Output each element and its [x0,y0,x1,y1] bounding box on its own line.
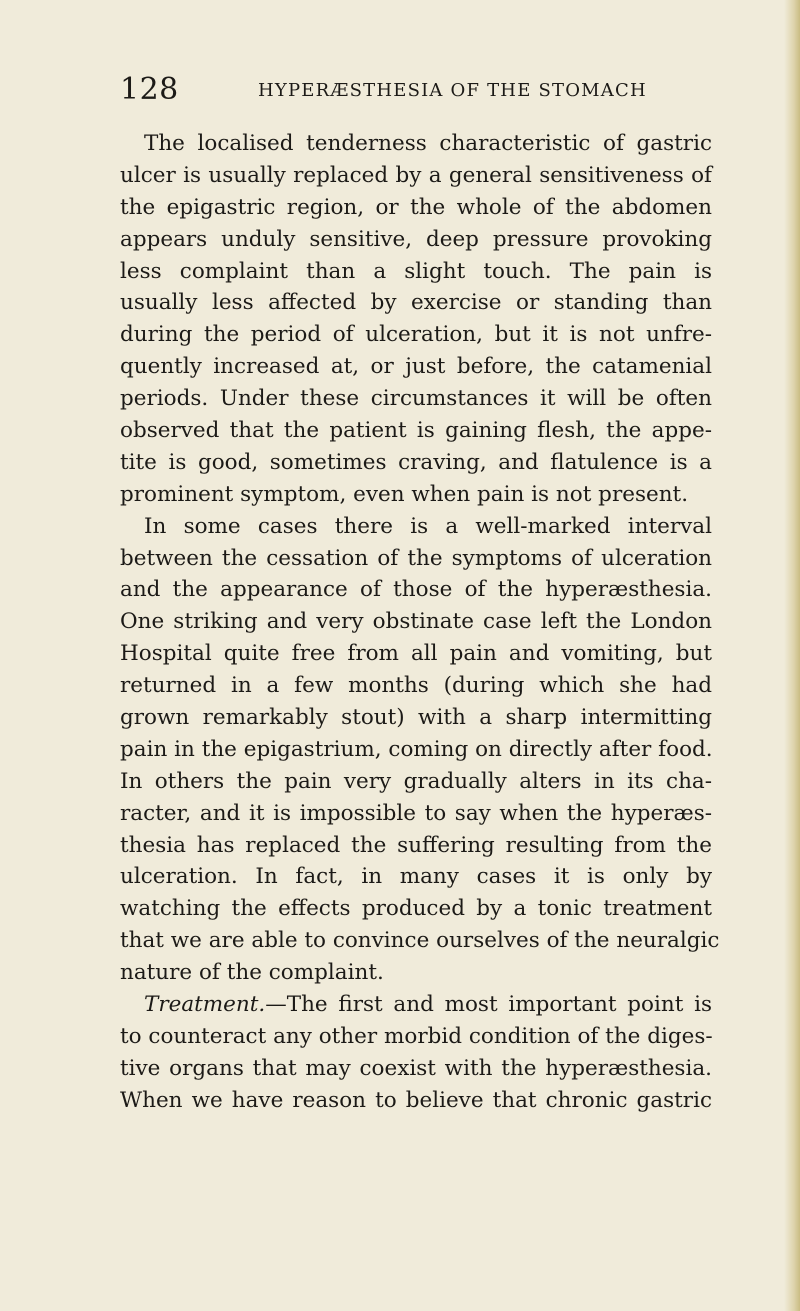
text-line: quently increased at, or just before, the catamenial [120,354,712,380]
text-line: the epigastric region, or the whole of the abdomen [120,194,712,220]
text-line: pain in the epigastrium, coming on directly after food. [120,736,713,762]
text-line: In some cases there is a well-marked interval [144,513,712,539]
running-head: HYPERÆSTHESIA OF THE STOMACH [258,80,647,101]
text-line: and the appearance of those of the hyperæsthesia. [120,577,712,603]
text-line: observed that the patient is gaining flesh, the appe- [120,418,712,444]
text-line: prominent symptom, even when pain is not present. [120,481,689,507]
text-line: In others the pain very gradually alters in its cha- [120,768,712,794]
page-header [120,70,680,110]
treatment-line [120,989,712,1021]
text-line: returned in a few months (during which she had [120,673,712,699]
text-line: tite is good, sometimes craving, and flatulence is a [120,449,712,475]
text-line: When we have reason to believe that chronic gastric [120,1087,712,1113]
treatment-first-line-text: —The first and most important point is [265,992,712,1018]
text-line: during the period of ulceration, but it is not unfre- [120,322,712,348]
text-line: ulcer is usually replaced by a general sensitiveness of [120,162,712,188]
page-edge-shadow [784,0,800,1311]
text-line: that we are able to convince ourselves of the neuralgic [120,928,720,954]
treatment-heading: Treatment. [144,992,266,1018]
text-line: ulceration. In fact, in many cases it is only by [120,864,712,890]
text-line: nature of the complaint. [120,960,384,986]
text-line: grown remarkably stout) with a sharp intermitting [120,705,712,731]
text-line: Hospital quite free from all pain and vomiting, but [120,641,712,667]
text-line: to counteract any other morbid condition of the diges- [120,1023,713,1049]
text-line: The localised tenderness characteristic of gastric [144,131,712,156]
text-line: usually less affected by exercise or standing than [120,290,712,316]
text-line: racter, and it is impossible to say when the hyperæs- [120,800,712,826]
text-line: tive organs that may coexist with the hyperæsthesia. [120,1055,712,1081]
text-line: between the cessation of the symptoms of ulceration [120,545,712,571]
text-line: less complaint than a slight touch. The pain is [120,258,712,284]
text-line: watching the effects produced by a tonic treatment [120,896,712,922]
paragraph-lines [120,128,720,989]
treatment-lines [120,1021,712,1117]
body-text [120,128,720,1117]
text-line: thesia has replaced the suffering resulting from the [120,832,712,858]
text-line: appears unduly sensitive, deep pressure provoking [120,226,712,252]
text-line: periods. Under these circumstances it will be often [120,386,712,412]
page-number: 128 [120,72,179,107]
text-line: One striking and very obstinate case left the London [120,609,712,635]
